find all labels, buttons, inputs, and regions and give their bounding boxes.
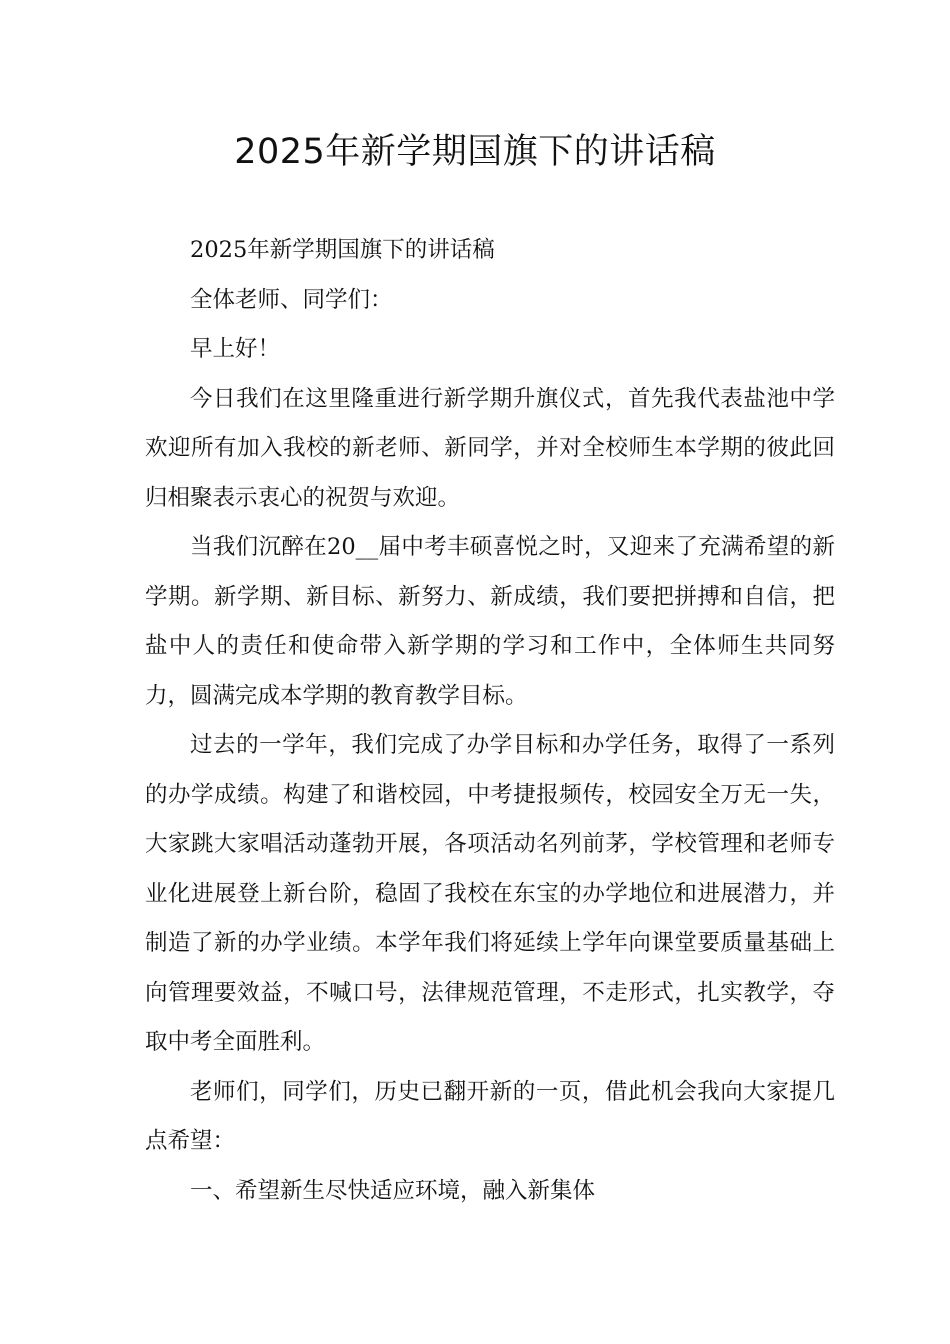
document-body <box>145 226 835 1216</box>
paragraph-hopes-intro: 老师们，同学们，历史已翻开新的一页，借此机会我向大家提几点希望： <box>145 1078 835 1154</box>
paragraph-salutation: 全体老师、同学们： <box>190 286 393 313</box>
paragraph-greeting: 早上好！ <box>190 336 281 362</box>
paragraph-subtitle: 2025年新学期国旗下的讲话稿 <box>190 237 495 263</box>
document-title: 2025年新学期国旗下的讲话稿 <box>234 132 716 172</box>
paragraph-hope-one: 一、希望新生尽快适应环境，融入新集体 <box>190 1177 596 1204</box>
paragraph-new-semester: 当我们沉醉在20__届中考丰硕喜悦之时，又迎来了充满希望的新学期。新学期、新目标、新努力、新成绩，我们要把拼搏和自信，把盐中人的责任和使命带入新学期的学习和工作中，全体师生共同努力，圆满完成本学期的教育教学目标。 <box>145 534 835 709</box>
paragraph-past-year: 过去的一学年，我们完成了办学目标和办学任务，取得了一系列的办学成绩。构建了和谐校园，中考捷报频传，校园安全万无一失，大家跳大家唱活动蓬勃开展，各项活动名列前茅，学校管理和老师专业化进展登上新台阶，稳固了我校在东宝的办学地位和进展潜力，并制造了新的办学业绩。本学年我们将延续上学年向课堂要质量基础上向管理要效益，不喊口号，法律规范管理，不走形式，扎实教学，夺取中考全面胜利。 <box>145 732 835 1055</box>
paragraph-welcome: 今日我们在这里隆重进行新学期升旗仪式，首先我代表盐池中学欢迎所有加入我校的新老师、新同学，并对全校师生本学期的彼此回归相聚表示衷心的祝贺与欢迎。 <box>145 385 835 511</box>
